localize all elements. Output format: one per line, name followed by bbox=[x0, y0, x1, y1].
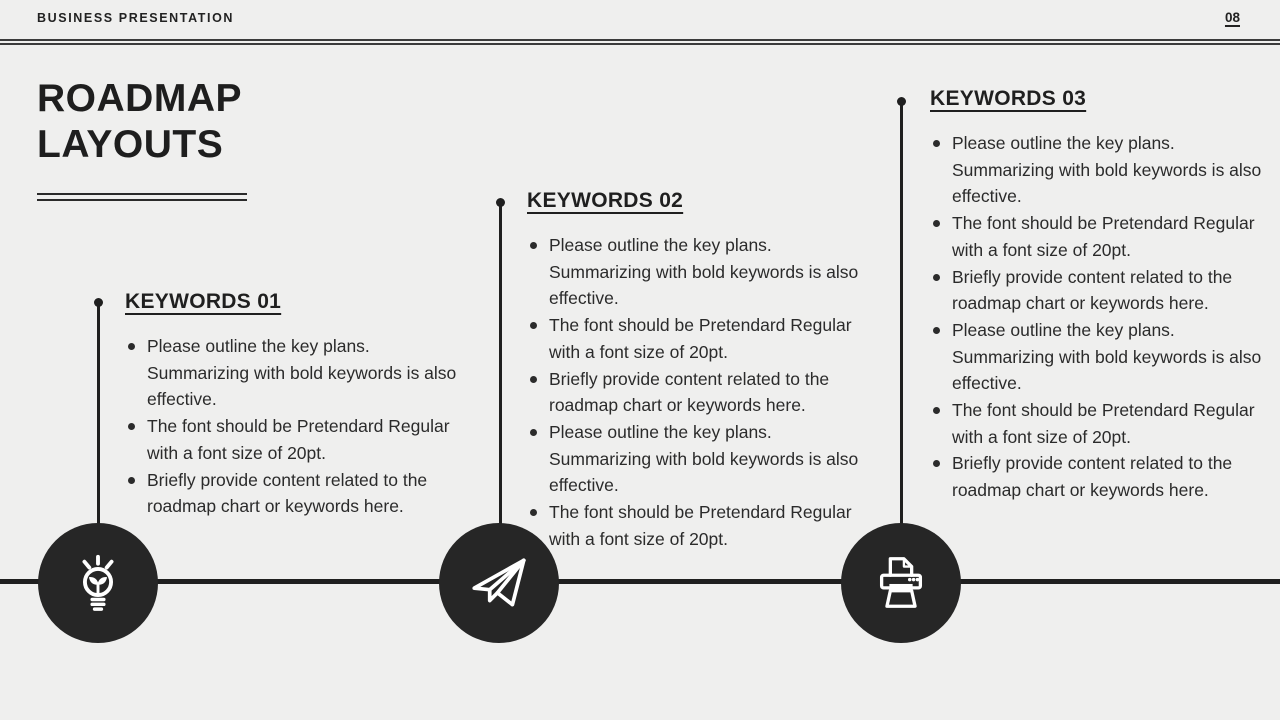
header-double-rule bbox=[0, 39, 1280, 45]
bullet-item: The font should be Pretendard Regular with a font size of 20pt. bbox=[930, 210, 1264, 263]
bullet-item: Briefly provide content related to the roadmap chart or keywords here. bbox=[930, 450, 1264, 503]
title-double-rule bbox=[37, 193, 247, 201]
connector-dot-3 bbox=[897, 97, 906, 106]
milestone-1-bullets bbox=[125, 333, 459, 520]
bullet-item: Briefly provide content related to the roadmap chart or keywords here. bbox=[527, 366, 861, 419]
slide-title-line1: ROADMAP bbox=[37, 77, 242, 120]
connector-dot-1 bbox=[94, 298, 103, 307]
timeline-node-2 bbox=[439, 523, 559, 643]
slide-title-line2: LAYOUTS bbox=[37, 123, 224, 166]
paper-plane-icon bbox=[466, 550, 532, 616]
milestone-3-heading: KEYWORDS 03 bbox=[930, 87, 1087, 110]
timeline-line bbox=[0, 579, 1280, 584]
bullet-item: Briefly provide content related to the roadmap chart or keywords here. bbox=[930, 264, 1264, 317]
bullet-item: Please outline the key plans. Summarizing with bold keywords is also effective. bbox=[930, 130, 1264, 210]
bullet-item: Please outline the key plans. Summarizing with bold keywords is also effective. bbox=[930, 317, 1264, 397]
bullet-item: Please outline the key plans. Summarizing with bold keywords is also effective. bbox=[125, 333, 459, 413]
bullet-item: The font should be Pretendard Regular with a font size of 20pt. bbox=[527, 499, 861, 552]
milestone-1 bbox=[125, 290, 459, 520]
bullet-item: The font should be Pretendard Regular with a font size of 20pt. bbox=[125, 413, 459, 466]
lightbulb-sprout-icon bbox=[67, 552, 129, 614]
bullet-item: The font should be Pretendard Regular with a font size of 20pt. bbox=[527, 312, 861, 365]
slide-title bbox=[37, 76, 242, 168]
bullet-item: Please outline the key plans. Summarizing with bold keywords is also effective. bbox=[527, 232, 861, 312]
bullet-item: Please outline the key plans. Summarizing with bold keywords is also effective. bbox=[527, 419, 861, 499]
connector-line-3 bbox=[900, 102, 903, 583]
timeline-node-1 bbox=[38, 523, 158, 643]
milestone-2-heading: KEYWORDS 02 bbox=[527, 189, 684, 212]
milestone-3-bullets bbox=[930, 130, 1264, 504]
bullet-item: Briefly provide content related to the roadmap chart or keywords here. bbox=[125, 467, 459, 520]
connector-dot-2 bbox=[496, 198, 505, 207]
page-number: 08 bbox=[1224, 10, 1240, 25]
milestone-2-bullets bbox=[527, 232, 861, 552]
milestone-2 bbox=[527, 189, 861, 552]
printer-icon bbox=[870, 552, 932, 614]
milestone-3 bbox=[930, 87, 1264, 504]
milestone-1-heading: KEYWORDS 01 bbox=[125, 290, 282, 313]
slide-eyebrow: BUSINESS PRESENTATION bbox=[37, 11, 235, 25]
timeline-node-3 bbox=[841, 523, 961, 643]
bullet-item: The font should be Pretendard Regular with a font size of 20pt. bbox=[930, 397, 1264, 450]
